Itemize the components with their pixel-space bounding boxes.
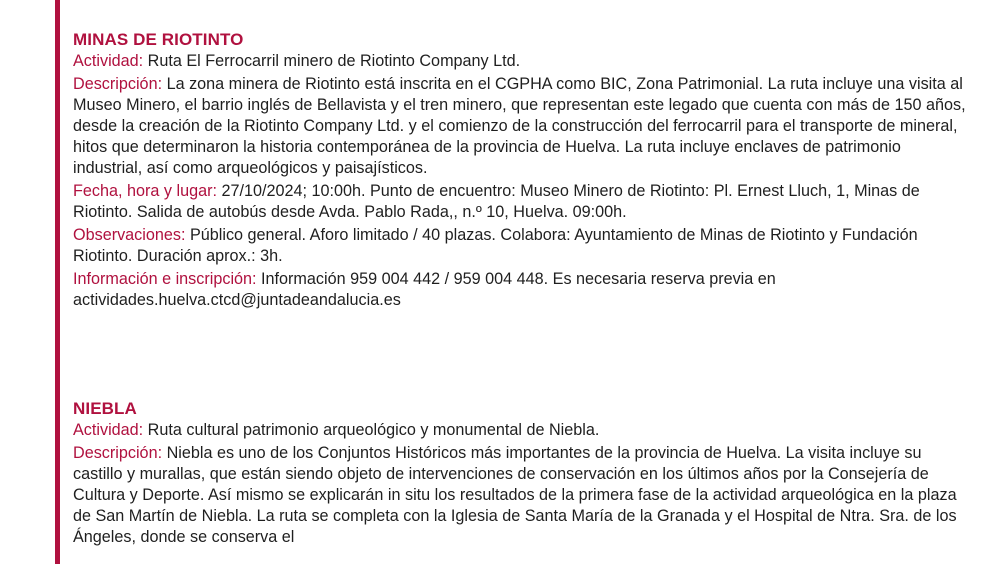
entry-title: MINAS DE RIOTINTO <box>73 30 244 49</box>
field-value: La zona minera de Riotinto está inscrita en el CGPHA como BIC, Zona Patrimonial. La ruta incluye una visita al Museo Minero, el barrio inglés de Bellavista y el tren minero, que representan este legado que cuenta con más de 150 años, desde la creación de la Riotinto Company Ltd. y el comienzo de la construcción del ferrocarril para el transporte de mineral, hitos que determinaron la historia contemporánea de la provincia de Huelva. La ruta incluye enclaves de patrimonio industrial, así como arqueológicos y paisajísticos. <box>73 75 966 177</box>
field-actividad <box>73 51 973 72</box>
field-value: Público general. Aforo limitado / 40 plazas. Colabora: Ayuntamiento de Minas de Riotinto y Fundación Riotinto. Duración aprox.: 3h. <box>73 226 918 265</box>
field-label: Descripción: <box>73 444 163 462</box>
field-value: Niebla es uno de los Conjuntos Históricos más importantes de la provincia de Huelva. La visita incluye su castillo y murallas, que están siendo objeto de intervenciones de conservación en los últimos años por la Consejería de Cultura y Deporte. Así mismo se explicarán in situ los resultados de la primera fase de la actividad arqueológica en la plaza de San Martín de Niebla. La ruta se completa con la Iglesia de Santa María de la Granada y el Hospital de Ntra. Sra. de los Ángeles, donde se conserva el <box>73 444 957 546</box>
field-value: Información 959 004 442 / 959 004 448. Es necesaria reserva previa en actividades.huelva.ctcd@juntadeandalucia.es <box>73 270 776 309</box>
field-descripcion <box>73 74 973 179</box>
entry-minas-de-riotinto <box>73 29 973 313</box>
field-actividad <box>73 420 973 441</box>
field-label: Observaciones: <box>73 226 186 244</box>
field-value: Ruta El Ferrocarril minero de Riotinto Company Ltd. <box>143 52 521 70</box>
field-label: Información e inscripción: <box>73 270 257 288</box>
field-label: Actividad: <box>73 421 144 439</box>
field-label: Actividad: <box>73 52 144 70</box>
field-label: Descripción: <box>73 75 163 93</box>
field-value: Ruta cultural patrimonio arqueológico y monumental de Niebla. <box>143 421 600 439</box>
field-label: Fecha, hora y lugar: <box>73 182 217 200</box>
field-informacion-inscripcion <box>73 269 973 311</box>
accent-bar <box>55 0 60 564</box>
field-fecha-hora-lugar <box>73 181 973 223</box>
entry-title: NIEBLA <box>73 399 137 418</box>
field-value: 27/10/2024; 10:00h. Punto de encuentro: Museo Minero de Riotinto: Pl. Ernest Lluch, 1, Minas de Riotinto. Salida de autobús desde Avda. Pablo Rada,, n.º 10, Huelva. 09:00h. <box>73 182 920 221</box>
field-observaciones <box>73 225 973 267</box>
entry-niebla <box>73 398 973 550</box>
field-descripcion <box>73 443 973 548</box>
